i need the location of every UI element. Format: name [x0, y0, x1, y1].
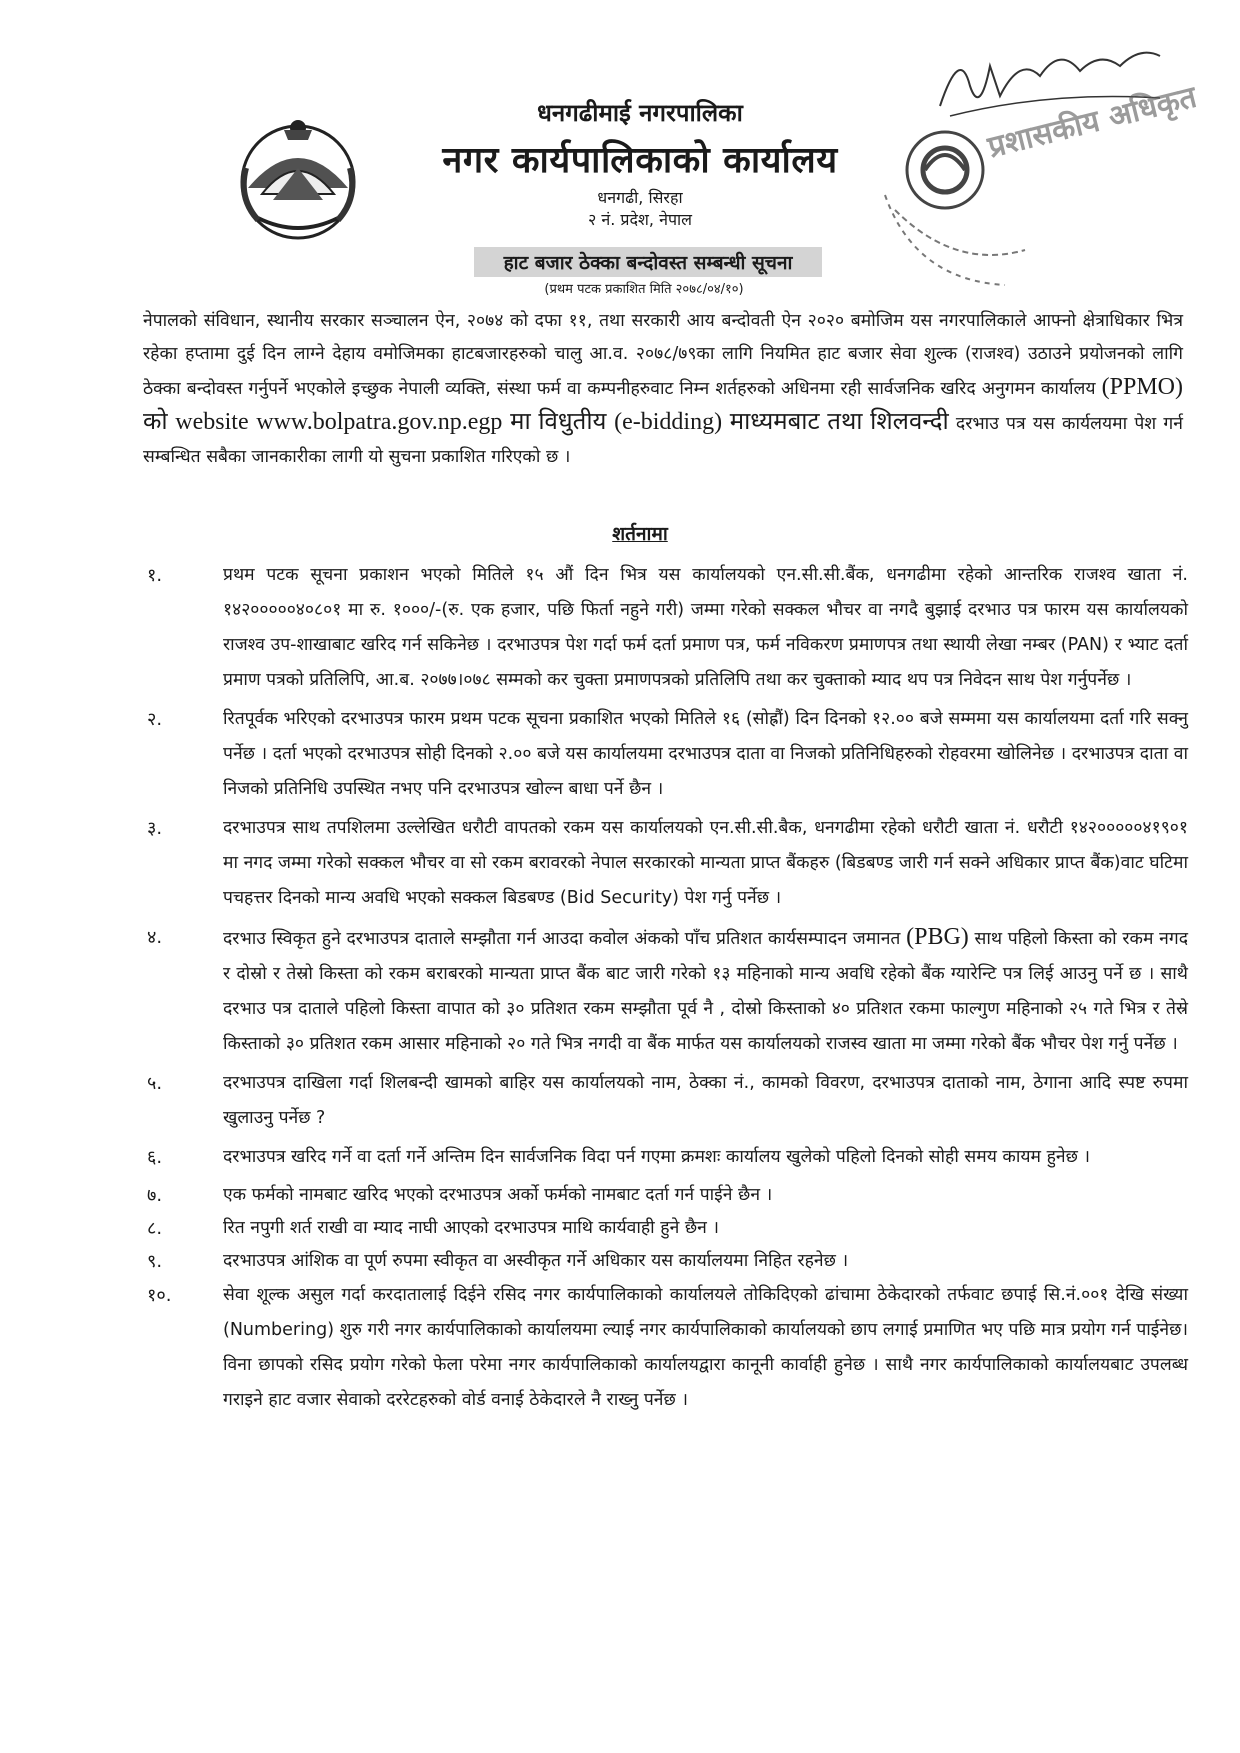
- clause-text: एक फर्मको नामबाट खरिद भएको दरभाउपत्र अर्को फर्मको नामबाट दर्ता गर्न पाईने छैन ।: [223, 1185, 773, 1205]
- clause-number: १०.: [147, 1285, 172, 1306]
- clause-number: ८.: [147, 1218, 163, 1239]
- nepal-emblem-icon: [228, 108, 368, 248]
- clause-3: [143, 811, 1188, 916]
- intro-part-1: नेपालको संविधान, स्थानीय सरकार सञ्चालन ऐन, २०७४ को दफा ११, तथा सरकारी आय बन्दोवती ऐन २०२० बमोजिम यस नगरपालिकाले आफ्नो क्षेत्राधिकार भित्र रहेका हप्तामा दुई दिन लाग्ने देहाय वमोजिमका हाटबजारहरुको चालु आ.व. २०७८/७९का लागि नियमित हाट बजार सेवा शुल्क (राजश्व) उठाउने प्रयोजनको लागि ठेक्का बन्दोवस्त गर्नुपर्ने भएकोले इच्छुक नेपाली व्यक्ति, संस्था फर्म वा कम्पनीहरुवाट निम्न शर्तहरुको अधिनमा रही सार्वजनिक खरिद अनुगमन कार्यालय: [143, 311, 1183, 399]
- intro-part-3: दरभाउ पत्र यस कार्यलयमा पेश गर्न सम्बन्धित सबैका जानकारीका लागी यो सुचना प्रकाशित गरिएको छ ।: [143, 414, 1183, 467]
- clause-7: [143, 1179, 1188, 1212]
- clause-text: [223, 920, 1188, 1062]
- clause-8: [143, 1212, 1188, 1245]
- intro-paragraph: [143, 305, 1183, 474]
- clause-6: [143, 1140, 1188, 1175]
- clause-number: ४.: [147, 927, 163, 948]
- clause-number: ६.: [147, 1147, 163, 1168]
- clause-5: [143, 1066, 1188, 1136]
- clause-text: दरभाउपत्र आंशिक वा पूर्ण रुपमा स्वीकृत वा अस्वीकृत गर्ने अधिकार यस कार्यालयमा निहित रहनेछ ।: [223, 1251, 849, 1271]
- clause-number: २.: [147, 709, 163, 730]
- address-line-2: २ नं. प्रदेश, नेपाल: [587, 210, 693, 229]
- clause-text-pre: दरभाउ स्विकृत हुने दरभाउपत्र दाताले सम्झौता गर्न आउदा कवोल अंकको पाँच प्रतिशत कार्यसम्पादन जमानत: [223, 929, 901, 949]
- clause-text-pbg: (PBG): [906, 924, 969, 950]
- clause-9: [143, 1245, 1188, 1278]
- clause-text: दरभाउपत्र खरिद गर्ने वा दर्ता गर्ने अन्तिम दिन सार्वजनिक विदा पर्न गएमा क्रमशः कार्यालय खुलेको पहिलो दिनको सोही समय कायम हुनेछ ।: [223, 1147, 1091, 1167]
- clause-text: दरभाउपत्र दाखिला गर्दा शिलबन्दी खामको बाहिर यस कार्यालयको नाम, ठेक्का नं., कामको विवरण, दरभाउपत्र दाताको नाम, ठेगाना आदि स्पष्ट रुपमा खुलाउनु पर्नेछ ?: [223, 1073, 1188, 1128]
- notice-subject: हाट बजार ठेक्का बन्दोवस्त सम्बन्धी सूचना: [474, 247, 822, 277]
- clause-text: सेवा शूल्क असुल गर्दा करदातालाई दिईने रसिद नगर कार्यपालिकाको कार्यालयले तोकिदिएको ढांचामा ठेकेदारको तर्फवाट छपाई सि.नं.००१ देखि संख्या (Numbering) शुरु गरी नगर कार्यपालिकाको कार्यालयमा ल्याई नगर कार्यपालिकाको कार्यालयको छाप लगाई प्रमाणित भए पछि मात्र प्रयोग गर्न पाईनेछ। विना छापको रसिद प्रयोग गरेको फेला परेमा नगर कार्यपालिकाको कार्यालयद्वारा कानूनी कार्वाही हुनेछ । साथै नगर कार्यपालिकाको कार्यालयबाट उपलब्ध गराइने हाट वजार सेवाको दररेटहरुको वोर्ड वनाई ठेकेदारले नै राख्नु पर्नेछ ।: [223, 1285, 1188, 1410]
- clause-4: [143, 920, 1188, 1062]
- publication-date: (प्रथम पटक प्रकाशित मिति २०७८/०४/१०): [544, 282, 744, 297]
- clause-text-rest: साथ पहिलो किस्ता को रकम नगद र दोस्रो र तेस्रो किस्ता को रकम बराबरको मान्यता प्राप्त बैंक बाट जारी गरेको १३ महिनाको मान्य अवधि रहेको बैंक ग्यारेन्टि पत्र लिई आउनु पर्ने छ । साथै दरभाउ पत्र दाताले पहिलो किस्ता वापात को ३० प्रतिशत रकम सम्झौता पूर्व नै , दोस्रो किस्ताको ४० प्रतिशत रकमा फाल्गुण महिनाको २५ गते भित्र र तेस्रे किस्ताको ३० प्रतिशत रकम आसार महिनाको २० गते भित्र नगदी वा बैंक मार्फत यस कार्यालयको राजस्व खाता मा जम्मा गरेको बैंक भौचर पेश गर्नु पर्नेछ ।: [223, 929, 1188, 1054]
- clause-number: ७.: [147, 1185, 163, 1206]
- clause-number: ९.: [147, 1251, 163, 1272]
- conditions-list: [143, 558, 1188, 1422]
- clause-number: ३.: [147, 818, 163, 839]
- clause-text: दरभाउपत्र साथ तपशिलमा उल्लेखित धरौटी वापतको रकम यस कार्यालयको एन.सी.सी.बैक, धनगढीमा रहेको धरौटी खाता नं. धरौटी १४२०००००४१९०१ मा नगद जम्मा गरेको सक्कल भौचर वा सो रकम बरावरको नेपाल सरकारको मान्यता प्राप्त बैंकहरु (बिडबण्ड जारी गर्न सक्ने अधिकार प्राप्त बैंक)वाट घटिमा पचहत्तर दिनको मान्य अवधि भएको सक्कल बिडबण्ड (Bid Security) पेश गर्नु पर्नेछ ।: [223, 818, 1188, 908]
- conditions-heading: शर्तनामा: [612, 523, 668, 545]
- address-line-1: धनगढी, सिरहा: [597, 188, 683, 207]
- clause-text: रित नपुगी शर्त राखी वा म्याद नाघी आएको दरभाउपत्र माथि कार्यवाही हुने छैन ।: [223, 1218, 720, 1238]
- intro-part-2: (PPMO) को website www.bolpatra.gov.np.egp मा विधुतीय (e-bidding) माध्यमबाट तथा शिलवन्दी: [143, 374, 1183, 435]
- clause-text: रितपूर्वक भरिएको दरभाउपत्र फारम प्रथम पटक सूचना प्रकाशित भएको मितिले १६ (सोह्रौं) दिन दिनको १२.०० बजे सम्ममा यस कार्यालयमा दर्ता गरि सक्नु पर्नेछ । दर्ता भएको दरभाउपत्र सोही दिनको २.०० बजे यस कार्यालयमा दरभाउपत्र दाता वा निजको प्रतिनिधिहरुको रोहवरमा खोलिनेछ । दरभाउपत्र दाता वा निजको प्रतिनिधि उपस्थित नभए पनि दरभाउपत्र खोल्न बाधा पर्ने छैन ।: [223, 709, 1188, 799]
- clause-2: [143, 702, 1188, 807]
- municipality-name: धनगढीमाई नगरपालिका: [537, 99, 743, 127]
- clause-number: १.: [147, 565, 163, 586]
- clause-text: प्रथम पटक सूचना प्रकाशन भएको मितिले १५ औं दिन भित्र यस कार्यालयको एन.सी.सी.बैंक, धनगढीमा रहेको आन्तरिक राजश्व खाता नं. १४२०००००४०८०१ मा रु. १०००/-(रु. एक हजार, पछि फिर्ता नहुने गरी) जम्मा गरेको सक्कल भौचर वा नगदै बुझाई दरभाउ पत्र फारम यस कार्यालयको राजश्व उप-शाखाबाट खरिद गर्न सकिनेछ । दरभाउपत्र पेश गर्दा फर्म दर्ता प्रमाण पत्र, फर्म नविकरण प्रमाणपत्र तथा स्थायी लेखा नम्बर (PAN) र भ्याट दर्ता प्रमाण पत्रको प्रतिलिपि, आ.ब. २०७७।०७८ सम्मको कर चुक्ता प्रमाणपत्रको प्रतिलिपि तथा कर चुक्ताको म्याद थप पत्र निवेदन साथ पेश गर्नुपर्नेछ ।: [223, 565, 1188, 690]
- office-title: नगर कार्यपालिकाको कार्यालय: [442, 140, 838, 181]
- stamp-title: प्रशासकीय अधिकृत: [984, 79, 1201, 166]
- clause-number: ५.: [147, 1073, 163, 1094]
- clause-1: [143, 558, 1188, 698]
- clause-10: [143, 1278, 1188, 1418]
